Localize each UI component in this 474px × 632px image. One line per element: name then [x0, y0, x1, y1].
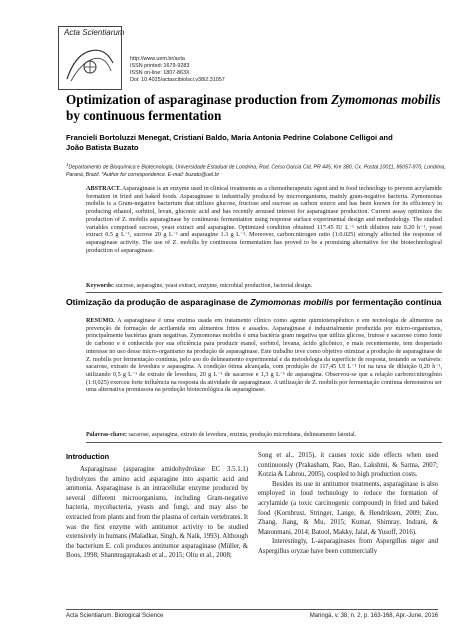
- doi[interactable]: Doi: 10.4025/actascibiolsci.v38i2.31057: [130, 77, 225, 83]
- article-authors: [66, 133, 446, 153]
- title-species: Zymomonas mobilis: [331, 92, 441, 107]
- article-title: [66, 92, 446, 124]
- issn-online: ISSN on-line: 1807-863X: [130, 70, 190, 76]
- resumo-text: A asparaginase é uma enzima usada em tratamento clínico como agente quimioterapêutico e em tecnologia de alimentos na prevenção de formação de acrilamida em alimentos fritos e assados. Asparaginase é industrialmente produzida por micro-organismos, principalmente bactérias gram negativas. Zymomonas mobilis é uma bactéria gram negativa que utiliza glicose, frutose e sacarose como fonte de carbono e é conhecida por sua eficiência para produzir etanol, sorbitol, levana, ácido glicônico, e mais recentemente, tem despertado interesse no uso desse micro-organismo na produção de asparaginase. Este trabalho teve como objetivo otimizar a produção de asparaginase de Z. mobilis por fermentação contínua, pelo uso do delineamento experimental e da metodologia da superfície de resposta, testando as variáveis: sacarose, extrato de levedura e asparagina. A condição ótima alcançada, com produção de 117,45 UI L⁻¹ foi na taxa de diluição 0,20 h⁻¹, utilizando 0,5 g L⁻¹ de extrato de levedura, 20 g L⁻¹ de sacarose e 1,3 g L⁻¹ de asparagina. Observou-se que a relação carbono:nitrogênio (1:0,025) exerceu forte influência na resposta da atividade de asparaginase. A utilização de Z. mobilis por fermentação contínua demonstrou ser uma alternativa promissora na produção biotecnológica da asparaginase.: [86, 317, 442, 394]
- footer-divider: [66, 609, 438, 610]
- resumo: [86, 317, 442, 394]
- pt-title-part2: por fermentação contínua: [333, 297, 442, 307]
- journal-name: Acta Scientiarum: [64, 28, 125, 37]
- journal-logo-art: [65, 45, 115, 83]
- introduction-heading: Introduction: [66, 452, 110, 461]
- affiliation: [66, 161, 446, 179]
- keywords-label: Keywords:: [86, 283, 114, 289]
- keywords-text: sucrose, asparagine, yeast extract, enzyme, microbial production, factorial design.: [115, 283, 313, 289]
- journal-url[interactable]: http://www.uem.br/acta: [130, 56, 185, 62]
- intro-left-column: [66, 465, 248, 561]
- resumo-divider: [86, 442, 442, 443]
- intro-right-column: [258, 451, 438, 557]
- resumo-label: RESUMO.: [86, 317, 115, 324]
- authors-line1: Francieli Bortoluzzi Menegat, Cristiani Baldo, Maria Antonia Pedrine Colabone Celligoi and: [66, 133, 393, 142]
- abstract-label: ABSTRACT.: [86, 185, 121, 192]
- intro-paragraph-1: Asparaginase (asparagine amidohydrolase EC 3.5.1.1) hydrolyzes the amino acid asparagine into aspartic acid and ammonia. Asparaginase is an intracellular enzyme produced by several different microorganisms, including Gram-negative bacteria, mycobacteria, yeasts and fungi, and may also be extracted from plants and from the plasma of certain vertebrates. It was the first enzyme with antitumor activity to be studied extensively in humans (Maladkar, Singh, & Naik, 1993). Although the bacterium E. coli produces antitumor asparaginase (Müller, & Boos, 1998; Shanmugaprakash et al., 2015; Oltu et al., 2008;: [66, 466, 248, 560]
- pt-title-species: Zymomonas mobilis: [250, 297, 334, 307]
- title-part1: Optimization of asparaginase production from: [66, 92, 332, 107]
- abstract-text: Asparaginase is an enzyme used in clinical treatments as a chemotherapeutic agent and in food technology to prevent acrylamide formation in fried and baked foods. Asparaginase is industrially produced by microorganisms, mainly gram-negative bacteria. Zymomonas mobilis is a Gram-negative bacterium that utilizes glucose, fructose and sucrose as carbon source and has been known for its efficiency in producing ethanol, sorbitol, levan, gluconic acid and has recently aroused interest for asparaginase production. Current assay optimizes the production of Z. mobilis asparaginase by continuous fermentation using response surface experimental design and methodology. The studied variables comprised sucrose, yeast extract and asparagine. Optimized condition obtained 117.45 IU L⁻¹ with dilution rate 0.20 h⁻¹, yeast extract 0.5 g L⁻¹, sucrose 20 g L⁻¹ and asparagine 1.3 g L⁻¹. Moreover, carbon:nitrogen ratio (1:0.025) strongly affected the response of asparaginase activity. The use of Z. mobilis by continuous fermentation has proved to be a promising alternative for the biotechnological production of asparaginase.: [86, 185, 442, 254]
- pt-title-part1: Otimização da produção de asparaginase de: [66, 297, 251, 307]
- affiliation-sup: 1: [66, 162, 69, 167]
- intro-right-paragraph-1: Song et al., 2015), it causes toxic side effects when used continuously (Prakasham, Rao, Rao, Lakshmi, & Sarma, 2007; Kotzia & Labrou, 2005), coupled to high production costs.: [258, 452, 438, 479]
- palavras-text: sacarose, asparagina, extrato de levedura, enzima, produção microbiana, delineamento fatorial.: [128, 432, 357, 438]
- issn-print: ISSN printed: 1679-9283: [130, 63, 190, 69]
- palavras-label: Palavras-chave:: [86, 432, 127, 438]
- footer-citation: Maringá, v. 38, n. 2, p. 163-168, Apr.-June, 2016: [309, 613, 438, 619]
- intro-right-paragraph-3: Interestingly, L-asparaginases from Aspergillus niger and Aspergillus oryzae have been commercially: [258, 538, 438, 555]
- authors-line2: João Batista Buzato: [66, 143, 139, 152]
- journal-meta: [130, 56, 225, 84]
- affiliation-text: Departamento de Bioquímica e Biotecnologia, Universidade Estadual de Londrina, Rod. Celso Garcia Cid, PR 445, Km 380, Cx. Postal 10011, 86057-970, Londrina, Paraná, Brazil. *Author for correspondence. E-mail: buzato@uel.br: [66, 164, 446, 178]
- abstract-divider: [86, 292, 442, 293]
- abstract: [86, 185, 442, 254]
- portuguese-title: [66, 297, 446, 308]
- title-part2: by continuous fermentation: [66, 108, 222, 123]
- palavras-chave: [86, 432, 442, 440]
- footer-journal: Acta Scientiarum. Biological Science: [66, 613, 164, 619]
- keywords: [86, 283, 442, 291]
- intro-right-paragraph-2: Besides its use in antitumor treatments, asparaginase is also employed in food technology to reduce the formation of acrylamide (a toxic carcinogenic compound) in fried and baked food (Kornbrust, Stringer, Lange, & Hendriksen, 2009; Zuo, Zhang, Jiang, & Mu, 2015; Kumar, Shimray, Indrani, & Manonmani, 2014; Batool, Makky, Jalal, & Yusoff, 2016).: [258, 480, 438, 536]
